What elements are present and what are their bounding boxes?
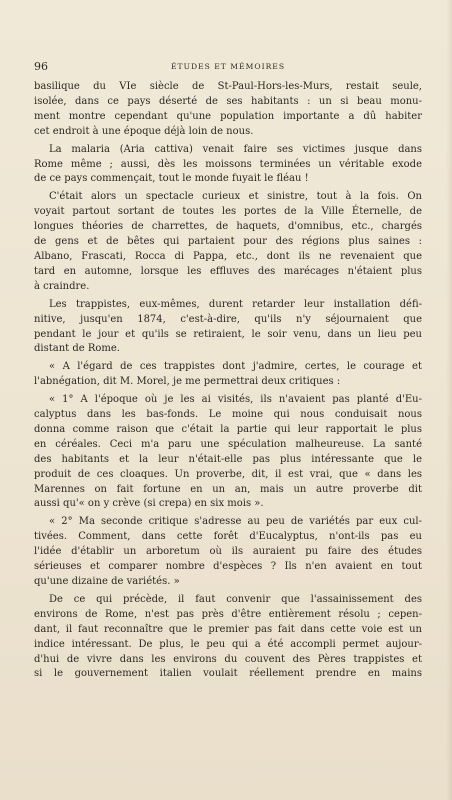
text-line: tivées. Comment, dans cette forêt d'Eucalyptus, n'ont-ils pas eu bbox=[34, 531, 422, 543]
paragraph bbox=[34, 190, 422, 294]
running-title: ÉTUDES ET MÉMOIRES bbox=[170, 62, 286, 71]
text-line: d'hui de vivre dans les environs du couvent des Pères trappistes et bbox=[34, 653, 422, 665]
text-line: basilique du VIe siècle de St-Paul-Hors-les-Murs, restait seule, bbox=[34, 81, 422, 92]
text-line: Les trappistes, eux-mêmes, durent retarder leur installation défi- bbox=[49, 298, 422, 310]
text-line: distant de Rome. bbox=[34, 343, 120, 355]
page-header bbox=[34, 60, 422, 74]
text-line: Albano, Frascati, Rocca di Pappa, etc., dont ils ne revenaient que bbox=[34, 250, 422, 262]
paragraph bbox=[34, 80, 422, 140]
text-line: pendant le jour et qu'ils se retiraient, le soir venu, dans un lieu peu bbox=[34, 328, 422, 340]
text-line: l'idée d'établir un arboretum où ils auraient pu faire des études bbox=[34, 546, 422, 558]
text-line: l'abnégation, dit M. Morel, je me permettrai deux critiques : bbox=[34, 376, 341, 388]
text-line: de gens et de bêtes qui partaient pour des régions plus saines : bbox=[34, 236, 422, 248]
text-line: longues théories de charrettes, de haquets, d'omnibus, etc., chargés bbox=[34, 221, 422, 233]
text-line: qu'une dizaine de variétés. » bbox=[34, 576, 180, 587]
paragraph bbox=[34, 143, 422, 188]
text-line: De ce qui précède, il faut convenir que l'assainissement des bbox=[49, 593, 422, 605]
text-line: « 1° A l'époque où je les ai visités, ils n'avaient pas planté d'Eu- bbox=[49, 394, 422, 406]
text-line: si le gouvernement italien voulait réellement prendre en mains bbox=[34, 668, 422, 680]
text-line: en céréales. Ceci m'a paru une spéculation malheureuse. La santé bbox=[34, 438, 422, 450]
text-line: voyait partout sortant de toutes les portes de la Ville Éternelle, de bbox=[34, 206, 422, 218]
text-line: C'était alors un spectacle curieux et sinistre, tout à la fois. On bbox=[49, 191, 422, 203]
text-line: aussi qu'« on y crève (si crepa) en six mois ». bbox=[34, 498, 264, 510]
text-line: « 2° Ma seconde critique s'adresse au peu de variétés par eux cul- bbox=[49, 516, 422, 528]
text-line: indice intéressant. De plus, le peu qui a été accompli permet aujour- bbox=[34, 638, 422, 650]
text-line: ment montre cependant qu'une population importante a dû habiter bbox=[34, 110, 422, 122]
text-line: sérieuses et comparer nombre d'espèces ? Ils n'en avaient en tout bbox=[34, 561, 422, 573]
text-line: de ce pays commençait, tout le monde fuyait le fléau ! bbox=[34, 173, 309, 185]
text-line: « A l'égard de ces trappistes dont j'admire, certes, le courage et bbox=[49, 361, 422, 373]
text-line: environs de Rome, n'est pas près d'être entièrement résolu ; cepen- bbox=[34, 608, 422, 620]
paragraph bbox=[34, 515, 422, 590]
body-text bbox=[34, 80, 422, 685]
text-line: Marennes on fait fortune en un an, mais un autre proverbe dit bbox=[34, 483, 422, 495]
page-edge-shadow bbox=[446, 0, 452, 800]
page-number: 96 bbox=[34, 60, 48, 73]
text-line: donna comme raison que c'était la partie qui leur rapportait le plus bbox=[34, 423, 422, 435]
text-line: Rome même ; aussi, dès les moissons terminées un véritable exode bbox=[34, 158, 422, 170]
text-line: cet endroit à une époque déjà loin de nous. bbox=[34, 125, 254, 137]
paragraph bbox=[34, 360, 422, 390]
text-line: nitive, jusqu'en 1874, c'est-à-dire, qu'ils n'y séjournaient que bbox=[34, 313, 422, 325]
text-line: des habitants et la leur n'était-elle pas plus intéressante que le bbox=[34, 453, 422, 465]
paragraph bbox=[34, 298, 422, 358]
text-line: isolée, dans ce pays déserté de ses habitants : un si beau monu- bbox=[34, 95, 422, 107]
paragraph bbox=[34, 393, 422, 512]
text-line: à craindre. bbox=[34, 280, 90, 292]
paragraph bbox=[34, 593, 422, 682]
text-line: calyptus dans les bas-fonds. Le moine qui nous conduisait nous bbox=[34, 409, 422, 421]
text-line: dant, il faut reconnaître que le premier pas fait dans cette voie est un bbox=[34, 623, 422, 635]
text-line: tard en automne, lorsque les effluves des marécages n'étaient plus bbox=[34, 265, 422, 277]
text-line: La malaria (Aria cattiva) venait faire ses victimes jusque dans bbox=[49, 143, 422, 155]
text-line: produit de ces cloaques. Un proverbe, dit, il est vrai, que « dans les bbox=[34, 468, 422, 480]
